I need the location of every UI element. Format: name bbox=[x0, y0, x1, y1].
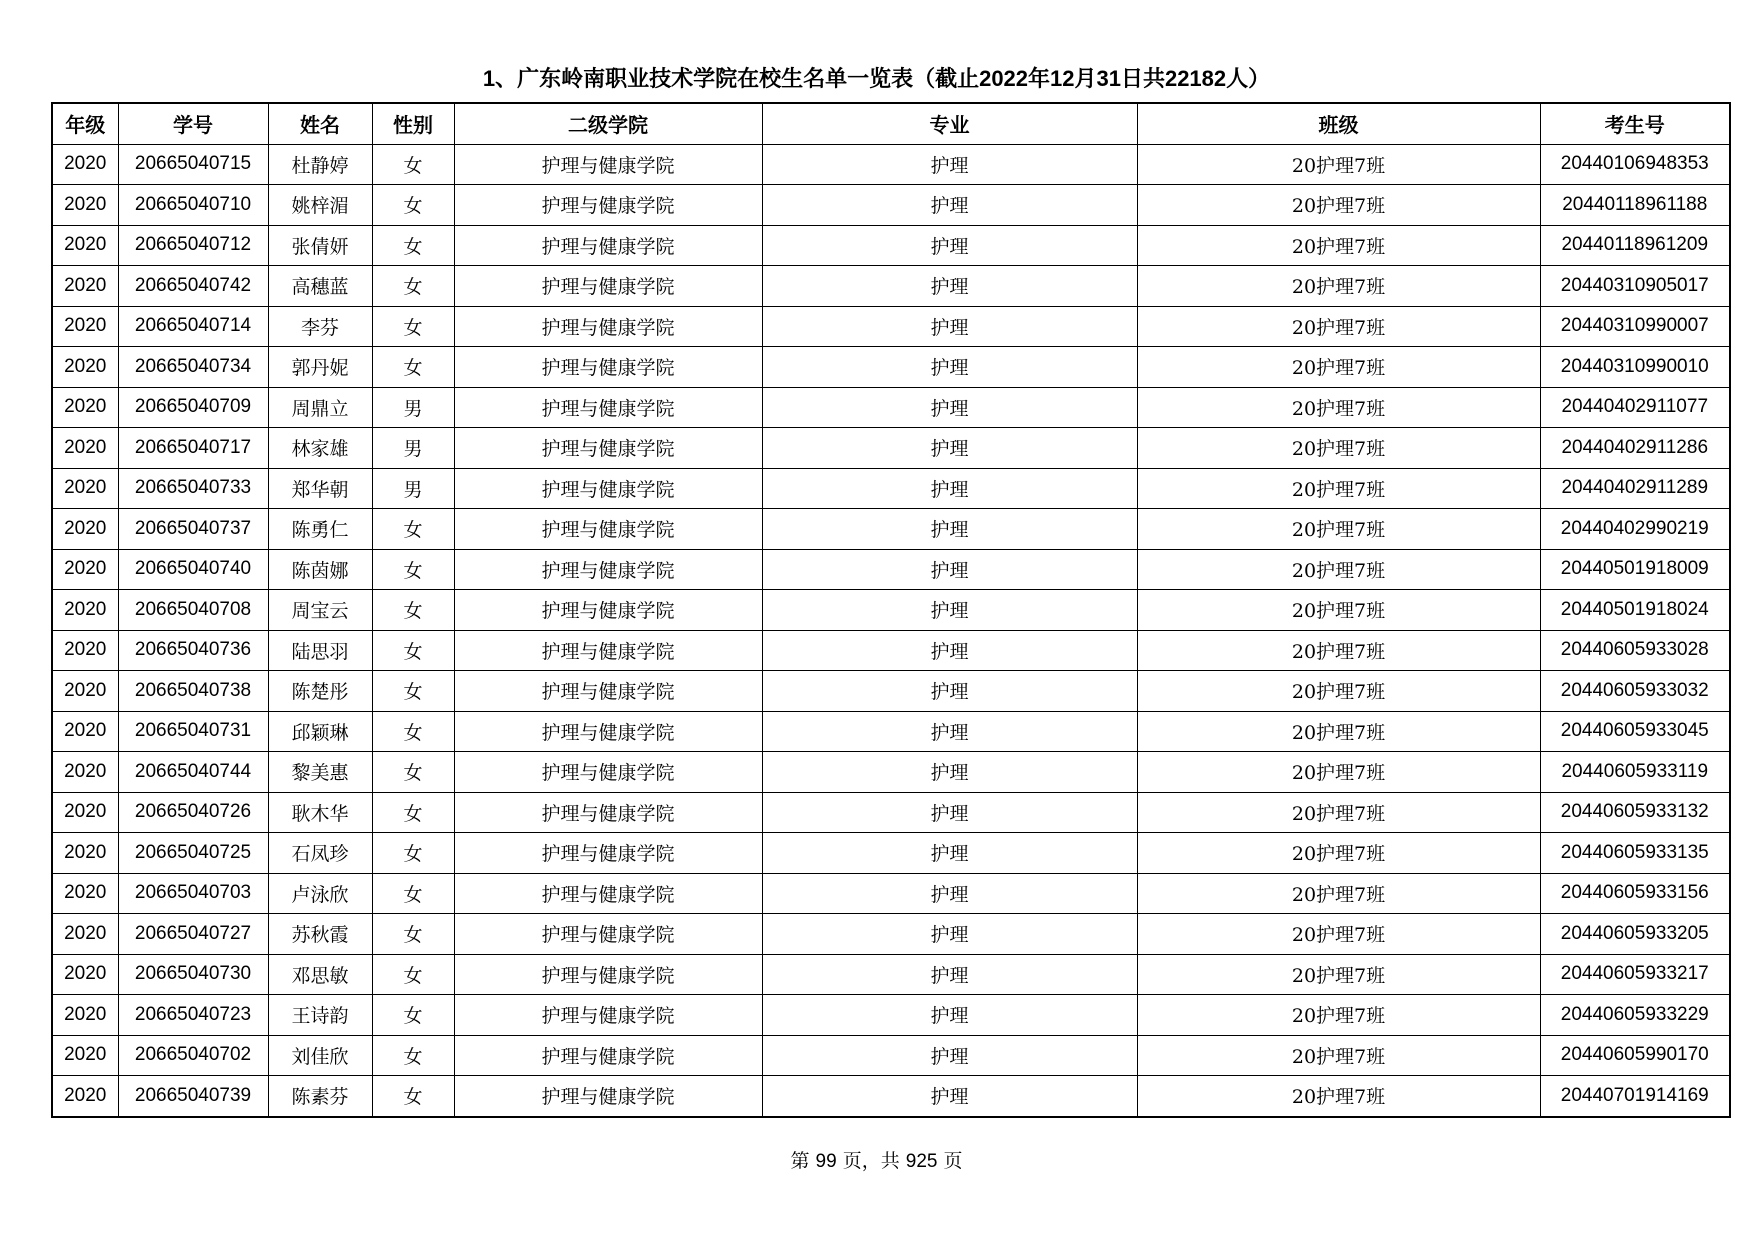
school-cell: 护理与健康学院 bbox=[454, 387, 762, 428]
major-cell: 护理 bbox=[762, 387, 1137, 428]
exam-number-cell: 20440402911286 bbox=[1540, 428, 1730, 469]
table-row bbox=[52, 468, 1730, 509]
table-row bbox=[52, 873, 1730, 914]
grade-cell: 2020 bbox=[52, 347, 118, 388]
name-cell: 林家雄 bbox=[268, 428, 372, 469]
school-cell: 护理与健康学院 bbox=[454, 144, 762, 185]
exam-number-cell: 20440402911289 bbox=[1540, 468, 1730, 509]
exam-number-cell: 20440310905017 bbox=[1540, 266, 1730, 307]
table-row bbox=[52, 428, 1730, 469]
table-header-row bbox=[52, 103, 1730, 144]
table-body bbox=[52, 144, 1730, 1117]
class-cell: 20护理7班 bbox=[1137, 549, 1540, 590]
major-cell: 护理 bbox=[762, 468, 1137, 509]
name-cell: 耿木华 bbox=[268, 792, 372, 833]
student-id-cell: 20665040708 bbox=[118, 590, 268, 631]
major-cell: 护理 bbox=[762, 711, 1137, 752]
exam-number-cell: 20440701914169 bbox=[1540, 1076, 1730, 1117]
major-cell: 护理 bbox=[762, 792, 1137, 833]
exam-number-cell: 20440605933045 bbox=[1540, 711, 1730, 752]
exam-number-cell: 20440605933156 bbox=[1540, 873, 1730, 914]
exam-number-cell: 20440605933119 bbox=[1540, 752, 1730, 793]
name-cell: 周宝云 bbox=[268, 590, 372, 631]
school-cell: 护理与健康学院 bbox=[454, 428, 762, 469]
gender-cell: 女 bbox=[372, 306, 454, 347]
student-id-cell: 20665040738 bbox=[118, 671, 268, 712]
table-row bbox=[52, 266, 1730, 307]
gender-cell: 女 bbox=[372, 185, 454, 226]
class-cell: 20护理7班 bbox=[1137, 387, 1540, 428]
school-cell: 护理与健康学院 bbox=[454, 1035, 762, 1076]
school-cell: 护理与健康学院 bbox=[454, 590, 762, 631]
name-cell: 刘佳欣 bbox=[268, 1035, 372, 1076]
exam-number-cell: 20440402990219 bbox=[1540, 509, 1730, 550]
school-cell: 护理与健康学院 bbox=[454, 1076, 762, 1117]
column-header: 班级 bbox=[1137, 103, 1540, 144]
major-cell: 护理 bbox=[762, 266, 1137, 307]
exam-number-cell: 20440106948353 bbox=[1540, 144, 1730, 185]
class-cell: 20护理7班 bbox=[1137, 306, 1540, 347]
grade-cell: 2020 bbox=[52, 428, 118, 469]
table-row bbox=[52, 185, 1730, 226]
class-cell: 20护理7班 bbox=[1137, 590, 1540, 631]
gender-cell: 女 bbox=[372, 954, 454, 995]
major-cell: 护理 bbox=[762, 590, 1137, 631]
name-cell: 邱颖琳 bbox=[268, 711, 372, 752]
name-cell: 陈勇仁 bbox=[268, 509, 372, 550]
name-cell: 卢泳欣 bbox=[268, 873, 372, 914]
table-row bbox=[52, 590, 1730, 631]
table-row bbox=[52, 1076, 1730, 1117]
name-cell: 陈素芬 bbox=[268, 1076, 372, 1117]
grade-cell: 2020 bbox=[52, 995, 118, 1036]
major-cell: 护理 bbox=[762, 954, 1137, 995]
table-row bbox=[52, 1035, 1730, 1076]
school-cell: 护理与健康学院 bbox=[454, 468, 762, 509]
footer-prefix: 第 bbox=[790, 1150, 816, 1172]
name-cell: 姚梓湄 bbox=[268, 185, 372, 226]
name-cell: 陈楚彤 bbox=[268, 671, 372, 712]
table-row bbox=[52, 630, 1730, 671]
major-cell: 护理 bbox=[762, 1076, 1137, 1117]
table-row bbox=[52, 549, 1730, 590]
name-cell: 郭丹妮 bbox=[268, 347, 372, 388]
student-id-cell: 20665040733 bbox=[118, 468, 268, 509]
grade-cell: 2020 bbox=[52, 266, 118, 307]
column-header: 性别 bbox=[372, 103, 454, 144]
school-cell: 护理与健康学院 bbox=[454, 306, 762, 347]
major-cell: 护理 bbox=[762, 833, 1137, 874]
major-cell: 护理 bbox=[762, 549, 1137, 590]
name-cell: 苏秋霞 bbox=[268, 914, 372, 955]
name-cell: 张倩妍 bbox=[268, 225, 372, 266]
gender-cell: 男 bbox=[372, 468, 454, 509]
grade-cell: 2020 bbox=[52, 752, 118, 793]
class-cell: 20护理7班 bbox=[1137, 185, 1540, 226]
table-row bbox=[52, 387, 1730, 428]
name-cell: 王诗韵 bbox=[268, 995, 372, 1036]
exam-number-cell: 20440501918009 bbox=[1540, 549, 1730, 590]
table-row bbox=[52, 711, 1730, 752]
student-id-cell: 20665040702 bbox=[118, 1035, 268, 1076]
grade-cell: 2020 bbox=[52, 711, 118, 752]
grade-cell: 2020 bbox=[52, 306, 118, 347]
school-cell: 护理与健康学院 bbox=[454, 954, 762, 995]
class-cell: 20护理7班 bbox=[1137, 347, 1540, 388]
class-cell: 20护理7班 bbox=[1137, 509, 1540, 550]
exam-number-cell: 20440605933135 bbox=[1540, 833, 1730, 874]
gender-cell: 女 bbox=[372, 347, 454, 388]
class-cell: 20护理7班 bbox=[1137, 266, 1540, 307]
name-cell: 陆思羽 bbox=[268, 630, 372, 671]
exam-number-cell: 20440605933217 bbox=[1540, 954, 1730, 995]
student-id-cell: 20665040710 bbox=[118, 185, 268, 226]
gender-cell: 女 bbox=[372, 225, 454, 266]
column-header: 年级 bbox=[52, 103, 118, 144]
class-cell: 20护理7班 bbox=[1137, 914, 1540, 955]
table-row bbox=[52, 671, 1730, 712]
school-cell: 护理与健康学院 bbox=[454, 185, 762, 226]
major-cell: 护理 bbox=[762, 428, 1137, 469]
class-cell: 20护理7班 bbox=[1137, 711, 1540, 752]
footer-middle: 页，共 bbox=[836, 1150, 906, 1172]
gender-cell: 女 bbox=[372, 995, 454, 1036]
class-cell: 20护理7班 bbox=[1137, 833, 1540, 874]
student-id-cell: 20665040715 bbox=[118, 144, 268, 185]
gender-cell: 女 bbox=[372, 671, 454, 712]
exam-number-cell: 20440605933028 bbox=[1540, 630, 1730, 671]
student-id-cell: 20665040717 bbox=[118, 428, 268, 469]
gender-cell: 女 bbox=[372, 1076, 454, 1117]
name-cell: 郑华朝 bbox=[268, 468, 372, 509]
name-cell: 邓思敏 bbox=[268, 954, 372, 995]
table-row bbox=[52, 509, 1730, 550]
table-row bbox=[52, 347, 1730, 388]
grade-cell: 2020 bbox=[52, 873, 118, 914]
major-cell: 护理 bbox=[762, 509, 1137, 550]
table-row bbox=[52, 833, 1730, 874]
major-cell: 护理 bbox=[762, 1035, 1137, 1076]
grade-cell: 2020 bbox=[52, 387, 118, 428]
school-cell: 护理与健康学院 bbox=[454, 347, 762, 388]
class-cell: 20护理7班 bbox=[1137, 792, 1540, 833]
exam-number-cell: 20440402911077 bbox=[1540, 387, 1730, 428]
school-cell: 护理与健康学院 bbox=[454, 833, 762, 874]
class-cell: 20护理7班 bbox=[1137, 144, 1540, 185]
class-cell: 20护理7班 bbox=[1137, 1035, 1540, 1076]
class-cell: 20护理7班 bbox=[1137, 1076, 1540, 1117]
gender-cell: 女 bbox=[372, 752, 454, 793]
gender-cell: 女 bbox=[372, 792, 454, 833]
student-id-cell: 20665040703 bbox=[118, 873, 268, 914]
gender-cell: 男 bbox=[372, 428, 454, 469]
page-footer bbox=[0, 1146, 1753, 1173]
school-cell: 护理与健康学院 bbox=[454, 995, 762, 1036]
student-roster-table bbox=[51, 102, 1731, 1118]
school-cell: 护理与健康学院 bbox=[454, 630, 762, 671]
school-cell: 护理与健康学院 bbox=[454, 549, 762, 590]
student-id-cell: 20665040723 bbox=[118, 995, 268, 1036]
student-id-cell: 20665040712 bbox=[118, 225, 268, 266]
table-row bbox=[52, 306, 1730, 347]
table-row bbox=[52, 914, 1730, 955]
class-cell: 20护理7班 bbox=[1137, 995, 1540, 1036]
name-cell: 李芬 bbox=[268, 306, 372, 347]
major-cell: 护理 bbox=[762, 347, 1137, 388]
student-id-cell: 20665040727 bbox=[118, 914, 268, 955]
major-cell: 护理 bbox=[762, 995, 1137, 1036]
column-header: 姓名 bbox=[268, 103, 372, 144]
gender-cell: 女 bbox=[372, 1035, 454, 1076]
class-cell: 20护理7班 bbox=[1137, 752, 1540, 793]
school-cell: 护理与健康学院 bbox=[454, 671, 762, 712]
school-cell: 护理与健康学院 bbox=[454, 266, 762, 307]
gender-cell: 男 bbox=[372, 387, 454, 428]
school-cell: 护理与健康学院 bbox=[454, 792, 762, 833]
column-header: 专业 bbox=[762, 103, 1137, 144]
student-id-cell: 20665040736 bbox=[118, 630, 268, 671]
gender-cell: 女 bbox=[372, 711, 454, 752]
grade-cell: 2020 bbox=[52, 509, 118, 550]
grade-cell: 2020 bbox=[52, 185, 118, 226]
table-row bbox=[52, 144, 1730, 185]
exam-number-cell: 20440501918024 bbox=[1540, 590, 1730, 631]
student-id-cell: 20665040709 bbox=[118, 387, 268, 428]
gender-cell: 女 bbox=[372, 509, 454, 550]
table-row bbox=[52, 225, 1730, 266]
exam-number-cell: 20440605933229 bbox=[1540, 995, 1730, 1036]
grade-cell: 2020 bbox=[52, 590, 118, 631]
exam-number-cell: 20440310990010 bbox=[1540, 347, 1730, 388]
major-cell: 护理 bbox=[762, 225, 1137, 266]
exam-number-cell: 20440118961209 bbox=[1540, 225, 1730, 266]
student-id-cell: 20665040739 bbox=[118, 1076, 268, 1117]
class-cell: 20护理7班 bbox=[1137, 428, 1540, 469]
exam-number-cell: 20440605933132 bbox=[1540, 792, 1730, 833]
name-cell: 高穗蓝 bbox=[268, 266, 372, 307]
exam-number-cell: 20440605990170 bbox=[1540, 1035, 1730, 1076]
name-cell: 黎美惠 bbox=[268, 752, 372, 793]
footer-suffix: 页 bbox=[937, 1150, 963, 1172]
table-row bbox=[52, 995, 1730, 1036]
exam-number-cell: 20440605933032 bbox=[1540, 671, 1730, 712]
current-page-number: 99 bbox=[815, 1151, 837, 1172]
gender-cell: 女 bbox=[372, 144, 454, 185]
major-cell: 护理 bbox=[762, 752, 1137, 793]
gender-cell: 女 bbox=[372, 590, 454, 631]
class-cell: 20护理7班 bbox=[1137, 225, 1540, 266]
grade-cell: 2020 bbox=[52, 833, 118, 874]
grade-cell: 2020 bbox=[52, 1035, 118, 1076]
major-cell: 护理 bbox=[762, 671, 1137, 712]
column-header: 学号 bbox=[118, 103, 268, 144]
student-id-cell: 20665040742 bbox=[118, 266, 268, 307]
class-cell: 20护理7班 bbox=[1137, 630, 1540, 671]
grade-cell: 2020 bbox=[52, 549, 118, 590]
major-cell: 护理 bbox=[762, 630, 1137, 671]
grade-cell: 2020 bbox=[52, 630, 118, 671]
school-cell: 护理与健康学院 bbox=[454, 873, 762, 914]
gender-cell: 女 bbox=[372, 630, 454, 671]
grade-cell: 2020 bbox=[52, 225, 118, 266]
major-cell: 护理 bbox=[762, 914, 1137, 955]
grade-cell: 2020 bbox=[52, 671, 118, 712]
page-title: 1、广东岭南职业技术学院在校生名单一览表（截止2022年12月31日共22182人） bbox=[482, 66, 1271, 91]
column-header: 考生号 bbox=[1540, 103, 1730, 144]
gender-cell: 女 bbox=[372, 914, 454, 955]
student-id-cell: 20665040730 bbox=[118, 954, 268, 995]
gender-cell: 女 bbox=[372, 266, 454, 307]
major-cell: 护理 bbox=[762, 144, 1137, 185]
table-row bbox=[52, 792, 1730, 833]
student-id-cell: 20665040740 bbox=[118, 549, 268, 590]
gender-cell: 女 bbox=[372, 549, 454, 590]
grade-cell: 2020 bbox=[52, 914, 118, 955]
school-cell: 护理与健康学院 bbox=[454, 225, 762, 266]
grade-cell: 2020 bbox=[52, 144, 118, 185]
exam-number-cell: 20440118961188 bbox=[1540, 185, 1730, 226]
name-cell: 石凤珍 bbox=[268, 833, 372, 874]
class-cell: 20护理7班 bbox=[1137, 873, 1540, 914]
class-cell: 20护理7班 bbox=[1137, 954, 1540, 995]
grade-cell: 2020 bbox=[52, 468, 118, 509]
exam-number-cell: 20440310990007 bbox=[1540, 306, 1730, 347]
table-row bbox=[52, 954, 1730, 995]
student-id-cell: 20665040726 bbox=[118, 792, 268, 833]
student-id-cell: 20665040725 bbox=[118, 833, 268, 874]
school-cell: 护理与健康学院 bbox=[454, 509, 762, 550]
grade-cell: 2020 bbox=[52, 792, 118, 833]
school-cell: 护理与健康学院 bbox=[454, 711, 762, 752]
major-cell: 护理 bbox=[762, 185, 1137, 226]
name-cell: 周鼎立 bbox=[268, 387, 372, 428]
gender-cell: 女 bbox=[372, 833, 454, 874]
student-id-cell: 20665040731 bbox=[118, 711, 268, 752]
total-page-count: 925 bbox=[905, 1151, 938, 1172]
grade-cell: 2020 bbox=[52, 1076, 118, 1117]
student-id-cell: 20665040714 bbox=[118, 306, 268, 347]
gender-cell: 女 bbox=[372, 873, 454, 914]
school-cell: 护理与健康学院 bbox=[454, 914, 762, 955]
table-row bbox=[52, 752, 1730, 793]
student-id-cell: 20665040737 bbox=[118, 509, 268, 550]
exam-number-cell: 20440605933205 bbox=[1540, 914, 1730, 955]
major-cell: 护理 bbox=[762, 873, 1137, 914]
class-cell: 20护理7班 bbox=[1137, 671, 1540, 712]
student-id-cell: 20665040734 bbox=[118, 347, 268, 388]
student-id-cell: 20665040744 bbox=[118, 752, 268, 793]
major-cell: 护理 bbox=[762, 306, 1137, 347]
name-cell: 杜静婷 bbox=[268, 144, 372, 185]
grade-cell: 2020 bbox=[52, 954, 118, 995]
name-cell: 陈茵娜 bbox=[268, 549, 372, 590]
class-cell: 20护理7班 bbox=[1137, 468, 1540, 509]
column-header: 二级学院 bbox=[454, 103, 762, 144]
school-cell: 护理与健康学院 bbox=[454, 752, 762, 793]
